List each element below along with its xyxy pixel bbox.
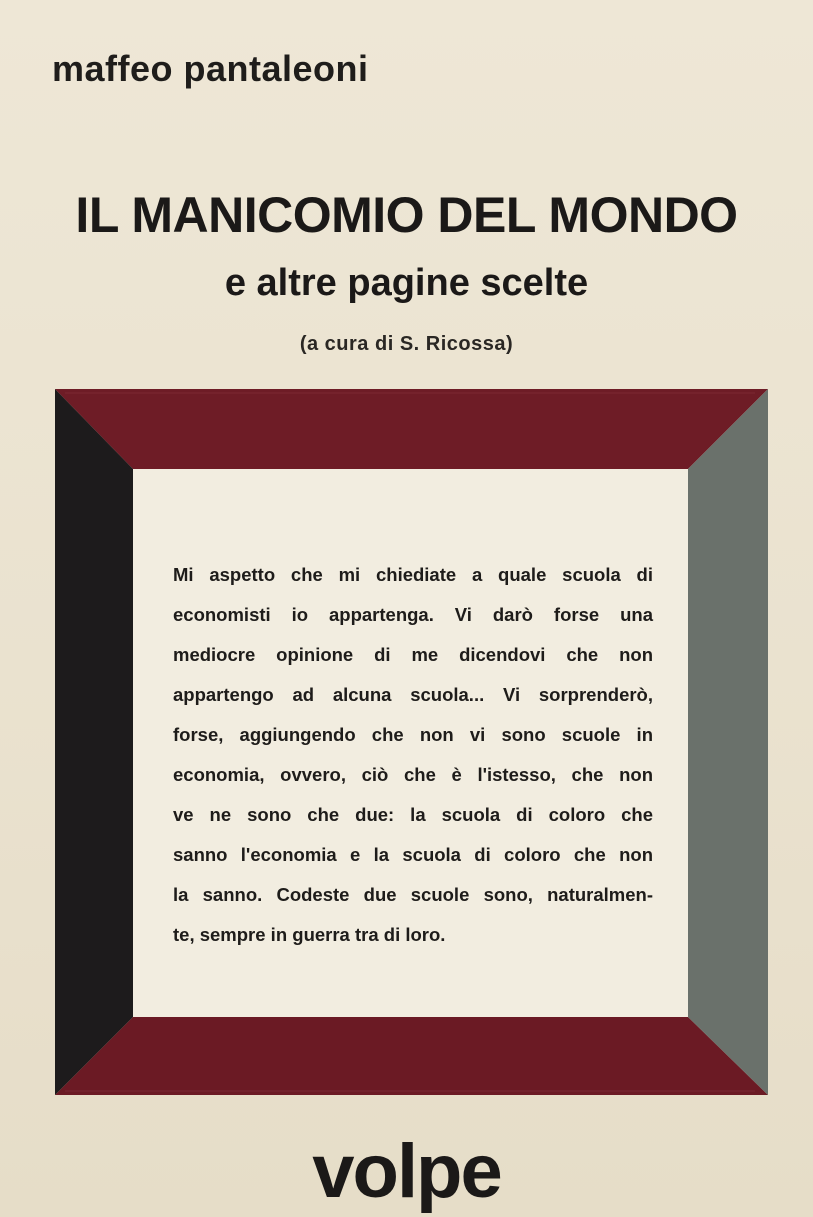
publisher-logo: volpe xyxy=(312,1129,501,1214)
quote-line: forse, aggiungendo che non vi sono scuole in xyxy=(173,724,653,745)
frame-bottom-band xyxy=(55,1017,768,1095)
frame-right-band xyxy=(688,389,768,1095)
quote-line: sanno l'economia e la scuola di coloro che non xyxy=(173,844,653,865)
quote-line: la sanno. Codeste due scuole sono, naturalmen- xyxy=(173,884,653,905)
quote-line: te, sempre in guerra tra di loro. xyxy=(173,924,446,945)
quote-line: economisti io appartenga. Vi darò forse una xyxy=(173,604,653,625)
quote-line: Mi aspetto che mi chiediate a quale scuola di xyxy=(173,564,653,585)
author-name: maffeo pantaleoni xyxy=(52,48,369,89)
quote-line: ve ne sono che due: la scuola di coloro che xyxy=(173,804,653,825)
frame-top-band xyxy=(55,389,768,469)
book-title: IL MANICOMIO DEL MONDO xyxy=(75,187,738,243)
quote-block xyxy=(173,555,653,955)
frame-left-band xyxy=(55,389,133,1095)
book-subtitle: e altre pagine scelte xyxy=(224,262,589,304)
editor-note: (a cura di S. Ricossa) xyxy=(299,333,514,355)
quote-line: economia, ovvero, ciò che è l'istesso, che non xyxy=(173,764,653,785)
quote-line: appartengo ad alcuna scuola... Vi sorprenderò, xyxy=(173,684,653,705)
quote-line: mediocre opinione di me dicendovi che non xyxy=(173,644,653,665)
